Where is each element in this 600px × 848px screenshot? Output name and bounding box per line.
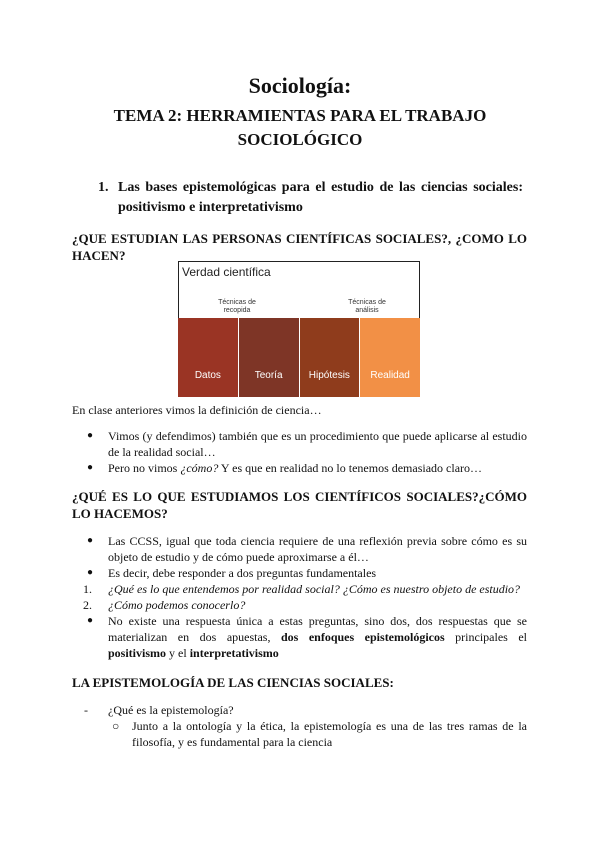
bullet-list-2: [72, 533, 527, 661]
list-item: ● Es decir, debe responder a dos preguntas fundamentales: [87, 566, 377, 580]
bullet-list-1: [72, 428, 527, 476]
sub-list-item: ○ Junto a la ontología y la ética, la epistemología es una de las tres ramas de la filosofía, y es fundamental para la ciencia: [112, 719, 527, 749]
list-item: - ¿Qué es la epistemología?: [84, 703, 234, 717]
numbered-item: 1. ¿Qué es lo que entendemos por realidad social? ¿Cómo es nuestro objeto de estudio?: [83, 582, 521, 596]
diagram-block-teoria: Teoría: [239, 318, 300, 397]
list-item: ● Las CCSS, igual que toda ciencia requiere de una reflexión previa sobre cómo es su objeto de estudio y de cómo puede aproximarse a él…: [87, 534, 527, 564]
heading-epistemology: LA EPISTEMOLOGÍA DE LAS CIENCIAS SOCIALES:: [72, 675, 394, 690]
heading-what-we-study: ¿QUÉ ES LO QUE ESTUDIAMOS LOS CIENTÍFICOS SOCIALES?¿CÓMO LO HACEMOS?: [72, 489, 527, 521]
page-subtitle: TEMA 2: HERRAMIENTAS PARA EL TRABAJO SOCIOLÓGICO: [113, 106, 487, 149]
bullet-icon: ●: [87, 462, 94, 473]
bullet-icon: ●: [87, 430, 94, 441]
diagram-block-realidad: Realidad: [360, 318, 420, 397]
diagram-title: Verdad científica: [182, 265, 271, 279]
bullet-icon: ●: [87, 535, 94, 546]
diagram-block-datos: Datos: [178, 318, 239, 397]
section-text: Las bases epistemológicas para el estudio de las ciencias sociales: positivismo e interpretativismo: [118, 180, 523, 215]
numbered-item: 2. ¿Cómo podemos conocerlo?: [83, 598, 246, 612]
dash-list: [72, 702, 527, 750]
page-title: Sociología:: [248, 73, 352, 98]
section-number: 1.: [98, 180, 109, 195]
diagram-label-left: Técnicas de recopida: [218, 299, 256, 314]
diagram-label-right: Técnicas de análisis: [348, 299, 386, 314]
list-item: ● Pero no vimos ¿cómo? Y es que en realidad no lo tenemos demasiado claro…: [87, 461, 483, 475]
science-diagram: [178, 261, 420, 397]
list-item: ● Vimos (y defendimos) también que es un procedimiento que puede aplicarse al estudio de la realidad social…: [87, 429, 527, 459]
diagram-block-hipotesis: Hipótesis: [300, 318, 361, 397]
heading-who-studies: ¿QUE ESTUDIAN LAS PERSONAS CIENTÍFICAS SOCIALES?, ¿COMO LO HACEN?: [72, 231, 527, 263]
circle-bullet-icon: ○: [112, 719, 120, 733]
section-heading-1: [98, 178, 523, 218]
list-item: ● No existe una respuesta única a estas preguntas, sino dos, dos respuestas que se materializan en dos apuestas, dos enfoques epistemológicos principales el positivismo y el interpretativismo: [87, 614, 527, 660]
diagram-blocks: [178, 318, 420, 397]
paragraph-intro: En clase anteriores vimos la definición de ciencia…: [72, 403, 322, 417]
bullet-icon: ●: [87, 567, 94, 578]
bullet-icon: ●: [87, 615, 94, 626]
